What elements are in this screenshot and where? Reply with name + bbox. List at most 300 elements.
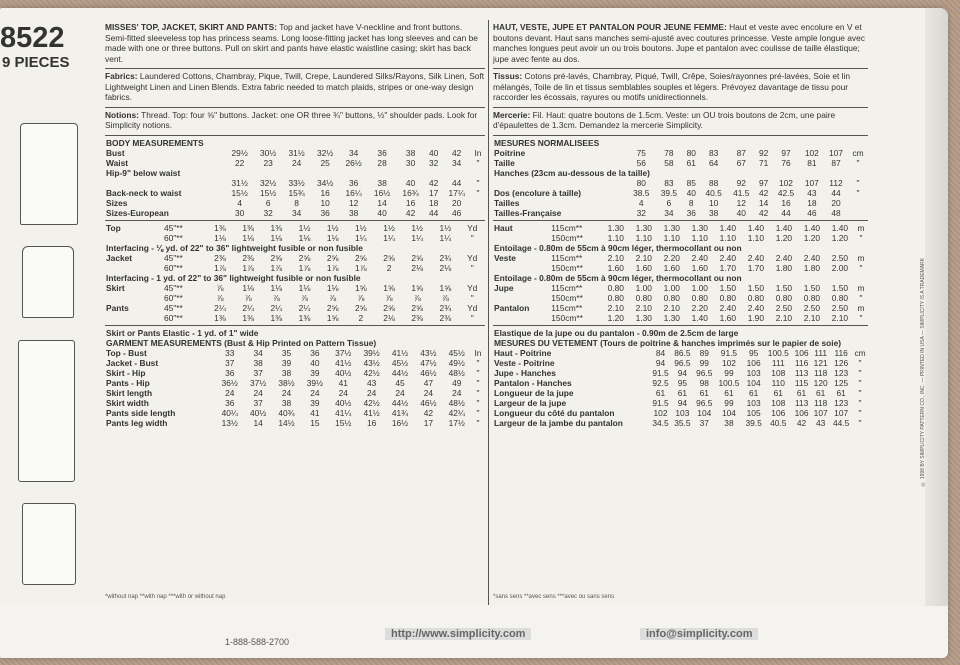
table-cell: 1½ — [383, 222, 395, 233]
table-cell: Yd — [467, 302, 478, 313]
table-cell: 43 — [807, 187, 817, 198]
table-cell: 24 — [395, 387, 405, 398]
table-cell: 0.80 — [719, 292, 736, 303]
table-cell: 12 — [736, 197, 746, 208]
table-cell: 39 — [310, 397, 320, 408]
table-row — [105, 188, 485, 198]
table-cell: Jupe - Hanches — [494, 367, 556, 378]
table-cell: 2.40 — [719, 252, 736, 263]
table-cell: 2.50 — [775, 302, 793, 313]
table-cell: 115cm** — [551, 252, 583, 263]
table-cell: 42¼ — [448, 407, 465, 418]
table-cell: 2.40 — [691, 252, 708, 263]
table-cell: 95 — [677, 377, 688, 388]
table-row — [493, 188, 868, 198]
table-cell: Yd — [467, 222, 478, 233]
garment-row — [105, 378, 485, 388]
table-cell: " — [859, 292, 863, 303]
table-cell: 61 — [686, 157, 696, 168]
elastic-row — [493, 328, 868, 338]
table-cell: 1.50 — [803, 282, 821, 293]
garment-row — [105, 358, 485, 368]
table-cell: 2⅝ — [411, 252, 424, 263]
table-cell: 47½ — [420, 357, 437, 368]
table-cell: " — [858, 417, 862, 428]
table-cell: 2.10 — [635, 252, 652, 263]
table-cell: 2⅝ — [355, 302, 367, 313]
table-cell: 40 — [736, 207, 746, 218]
sizes-row — [105, 198, 485, 208]
garment-row — [493, 398, 868, 408]
garment-row — [493, 408, 868, 418]
table-cell: 2.00 — [831, 262, 849, 273]
yardage-row — [105, 313, 485, 323]
table-cell: 41.5 — [733, 187, 750, 198]
table-cell: cm — [854, 347, 866, 358]
table-cell: 102 — [778, 177, 793, 188]
table-cell: 1.60 — [691, 262, 708, 273]
table-cell: 36 — [348, 177, 359, 188]
table-cell: 1.30 — [607, 222, 624, 233]
table-cell: 6 — [666, 197, 672, 208]
table-cell: 2.10 — [775, 312, 793, 323]
table-cell: 16 — [320, 187, 330, 198]
table-cell: " — [476, 397, 480, 408]
table-cell: 1.10 — [747, 232, 764, 243]
table-cell: 42 — [423, 407, 434, 418]
table-cell: 0.80 — [663, 292, 680, 303]
table-cell: 17¼ — [448, 187, 465, 198]
table-cell: 1⅜ — [242, 222, 254, 233]
table-cell: 1.40 — [831, 222, 849, 233]
interfacing-row — [105, 243, 485, 253]
table-cell: Top - Bust — [106, 347, 147, 358]
table-cell: 100.5 — [718, 377, 740, 388]
table-cell: 91.5 — [652, 367, 669, 378]
table-cell: Taille — [494, 157, 515, 168]
table-cell: 32 — [428, 157, 439, 168]
table-cell: 16 — [781, 197, 791, 208]
table-cell: 43 — [815, 417, 826, 428]
yardage-row — [105, 293, 485, 303]
table-cell: 1⅛ — [242, 282, 254, 293]
yardage-row — [105, 223, 485, 233]
table-cell: 30 — [235, 207, 245, 218]
table-cell: 1¼ — [383, 232, 395, 243]
yardage-row — [493, 303, 868, 313]
column-divider — [488, 20, 489, 605]
table-cell: 48½ — [448, 367, 465, 378]
table-cell: Veste — [494, 252, 516, 263]
table-cell: 37 — [699, 417, 709, 428]
table-cell: 34 — [452, 157, 462, 168]
table-cell: 2⅝ — [270, 252, 283, 263]
table-cell: Largeur de la jambe du pantalon — [494, 417, 623, 428]
table-cell: 17 — [428, 187, 439, 198]
table-cell: 113 — [794, 367, 809, 378]
table-cell: 106 — [746, 357, 761, 368]
table-cell: 96.5 — [696, 367, 713, 378]
table-cell: 84 — [655, 347, 666, 358]
table-cell: 4 — [237, 197, 242, 208]
table-cell: Jupe — [494, 282, 514, 293]
table-cell: 37 — [225, 357, 235, 368]
table-cell: 43½ — [363, 357, 380, 368]
sizes-eu-row — [493, 208, 868, 218]
table-cell: 46½ — [420, 367, 437, 378]
table-cell: 15 — [310, 417, 320, 428]
table-cell: 43 — [366, 377, 377, 388]
table-cell: Largeur de la jupe — [494, 397, 567, 408]
table-cell: 40½ — [335, 367, 352, 378]
table-cell: 121 — [813, 357, 828, 368]
table-cell: 39 — [310, 367, 320, 378]
table-cell: 24 — [291, 157, 302, 168]
table-cell — [105, 293, 163, 303]
table-cell: 43½ — [420, 347, 437, 358]
table-cell: 39.5 — [660, 187, 678, 198]
table-cell: 92 — [758, 147, 769, 158]
table-cell: Jacket - Bust — [106, 357, 159, 368]
table-cell: ⅞ — [329, 292, 337, 303]
table-cell: 38 — [281, 397, 292, 408]
table-cell: 14½ — [278, 417, 295, 428]
table-cell: ⅞ — [272, 292, 280, 303]
table-cell: 40.5 — [705, 187, 722, 198]
table-cell: 14 — [377, 197, 387, 208]
table-cell: Pants - Hip — [106, 377, 150, 388]
table-cell: 46½ — [420, 397, 437, 408]
table-cell: 34 — [348, 147, 359, 158]
table-cell: 115cm** — [551, 282, 583, 293]
table-cell: 1⅛ — [270, 282, 283, 293]
table-cell: 60"** — [163, 262, 183, 273]
table-cell: 76 — [781, 157, 791, 168]
table-cell: 2⅛ — [439, 262, 452, 273]
table-cell: 49½ — [448, 357, 465, 368]
table-cell: 60"** — [163, 292, 183, 303]
yardage-row — [105, 253, 485, 263]
table-cell: 39 — [281, 357, 292, 368]
table-cell: 110 — [771, 377, 785, 388]
table-cell: 15½ — [259, 187, 277, 198]
table-cell: 61 — [836, 387, 846, 398]
table-cell: " — [476, 417, 480, 428]
table-cell: 103 — [746, 367, 761, 378]
table-cell: 34 — [291, 207, 302, 218]
table-cell: 42 — [758, 207, 769, 218]
table-cell: 1⅛ — [326, 282, 339, 293]
table-cell: 2¼ — [270, 302, 283, 313]
table-cell: 102 — [804, 147, 819, 158]
garment-measurements-en — [105, 328, 485, 428]
table-cell: 2.10 — [831, 312, 849, 323]
table-cell: 28 — [377, 157, 387, 168]
sizes-eu-row — [105, 208, 485, 218]
table-cell: 61 — [699, 387, 709, 398]
table-cell: 31½ — [288, 147, 305, 158]
table-cell: 2⅝ — [411, 302, 424, 313]
table-cell: 99 — [699, 357, 709, 368]
table-cell: 23 — [263, 157, 273, 168]
yardage-row — [493, 223, 868, 233]
table-cell: 75 — [636, 147, 646, 158]
table-cell: 15¾ — [288, 187, 305, 198]
table-cell: 104 — [697, 407, 712, 418]
table-cell: 0.80 — [775, 292, 793, 303]
table-row — [493, 168, 868, 178]
table-cell: 92 — [736, 177, 746, 188]
table-cell: 150cm** — [551, 292, 583, 303]
table-cell: 112 — [829, 177, 843, 188]
garment-row — [105, 418, 485, 428]
table-cell: Waist — [106, 157, 129, 168]
footnotes-fr: *sans sens **avec sens ***avec ou sans sens — [493, 594, 615, 600]
table-cell: 24 — [225, 387, 235, 398]
table-cell: 108 — [771, 367, 786, 378]
table-cell: Tailles — [494, 197, 520, 208]
table-cell: 34½ — [316, 177, 334, 188]
fabrics-en: Fabrics: Laundered Cottons, Chambray, Pique, Twill, Crepe, Laundered Silks/Rayons, Silk Linen, Soft Lightweight Linen and Linen Blends. Extra fabric needed to match plaids, stripes or one-way design fabrics. — [105, 71, 485, 102]
table-cell: 2.50 — [831, 302, 849, 313]
table-cell: Pantalon — [494, 302, 530, 313]
table-cell: 42 — [452, 147, 462, 158]
table-cell: 1⅝ — [439, 282, 452, 293]
table-cell: " — [476, 387, 480, 398]
table-cell: 97 — [781, 147, 791, 158]
table-cell: 105 — [746, 407, 761, 418]
table-cell: 32½ — [316, 147, 334, 158]
table-cell: Entoilage - 0.80m de 55cm à 90cm léger, thermocollant ou non — [494, 272, 742, 283]
table-cell: " — [858, 367, 862, 378]
table-cell: 85 — [686, 177, 696, 188]
table-cell — [848, 208, 868, 218]
table-cell: 2⅝ — [355, 252, 367, 263]
table-cell: 1.20 — [831, 232, 849, 243]
table-cell: 2.50 — [803, 302, 821, 313]
table-cell: ⅞ — [441, 292, 449, 303]
table-cell: " — [470, 262, 474, 273]
table-cell: 2⅜ — [439, 312, 452, 323]
table-cell: 42 — [796, 417, 807, 428]
garment-row — [493, 378, 868, 388]
section-title — [105, 338, 485, 348]
table-cell: 2 — [386, 262, 392, 273]
table-cell: 49 — [452, 377, 462, 388]
garment-measurements-fr — [493, 328, 868, 428]
table-cell: MESURES NORMALISEES — [494, 137, 600, 148]
table-cell: 26½ — [345, 157, 362, 168]
table-cell: 16½ — [373, 187, 391, 198]
table-cell: 1⅛ — [298, 282, 311, 293]
table-cell: 1.60 — [607, 262, 624, 273]
table-cell: " — [476, 357, 480, 368]
sketch-jacket — [20, 123, 78, 225]
table-cell: 67 — [736, 157, 746, 168]
table-cell: 87 — [736, 147, 746, 158]
table-cell: 44.5 — [832, 417, 850, 428]
table-cell: 1.00 — [663, 282, 680, 293]
table-cell: 1½ — [411, 222, 424, 233]
copyright-text: © 1998 BY SIMPLICITY PATTERN CO., INC. — PRINTED IN USA — SIMPLICITY IS A TRADEMARK — [920, 258, 926, 487]
table-cell: 64 — [708, 157, 719, 168]
yardage-row — [493, 253, 868, 263]
table-cell: 2⅜ — [411, 312, 424, 323]
table-cell: 115cm** — [551, 222, 583, 233]
table-cell: 60"** — [163, 232, 183, 243]
table-cell: Jacket — [106, 252, 133, 263]
interfacing-row — [493, 273, 868, 283]
table-cell: 29½ — [231, 147, 248, 158]
body-measurements-en — [105, 138, 485, 218]
table-cell: 46 — [452, 207, 462, 218]
sketch-top — [22, 246, 74, 318]
table-row — [105, 158, 485, 168]
table-cell: 38½ — [278, 377, 295, 388]
table-cell: 1.80 — [803, 262, 821, 273]
table-cell: 37 — [253, 367, 263, 378]
table-cell: 42½ — [363, 397, 380, 408]
table-cell: 2⅝ — [326, 252, 339, 263]
table-cell: 116 — [794, 357, 809, 368]
table-cell: ⅞ — [357, 292, 365, 303]
table-cell: 115 — [794, 377, 809, 388]
table-cell: 107 — [834, 407, 849, 418]
table-cell: 2¼ — [242, 302, 254, 313]
table-cell: 1.10 — [719, 232, 736, 243]
table-cell: 150cm** — [551, 262, 583, 273]
table-cell: 39½ — [363, 347, 380, 358]
table-cell: 37½ — [335, 347, 352, 358]
garment-row — [493, 368, 868, 378]
table-cell: 42.5 — [777, 187, 795, 198]
yardage-row — [493, 233, 868, 243]
table-cell: 2.40 — [719, 302, 736, 313]
table-cell: m — [857, 222, 865, 233]
table-cell: 96.5 — [696, 397, 713, 408]
table-cell: 0.80 — [607, 292, 624, 303]
table-cell: 37 — [253, 397, 263, 408]
table-cell: 33½ — [288, 177, 305, 188]
table-cell: 125 — [834, 377, 849, 388]
table-cell: 45"** — [163, 302, 183, 313]
table-cell: 87 — [831, 157, 841, 168]
table-cell: 126 — [834, 357, 849, 368]
table-cell: 38 — [348, 207, 359, 218]
table-cell: 0.80 — [635, 292, 652, 303]
description-en: MISSES' TOP, JACKET, SKIRT AND PANTS: Top and jacket have V-neckline and front buttons. Semi-fitted sleeveless top has princess seams. Long loose-fitting jacket has long sleeves and can be made with one or three buttons. Pull on skirt and pants have elastic waistline casing; skirt has back vent. — [105, 22, 478, 64]
table-cell: 83 — [664, 177, 674, 188]
table-cell: 20 — [831, 197, 841, 208]
email-link[interactable]: info@simplicity.com — [640, 628, 758, 640]
section-title — [493, 338, 868, 348]
table-cell: 91.5 — [652, 397, 669, 408]
table-cell: 41½ — [363, 407, 380, 418]
table-cell: 2.50 — [831, 252, 849, 263]
table-cell: 0.80 — [747, 292, 764, 303]
table-cell: 20 — [452, 197, 462, 208]
table-cell: 17½ — [448, 417, 465, 428]
garment-row — [105, 388, 485, 398]
table-cell: 1⅝ — [411, 282, 424, 293]
table-cell: 1.70 — [747, 262, 764, 273]
table-cell: 1⅜ — [214, 312, 226, 323]
table-cell: 33 — [225, 347, 235, 358]
table-cell: 120 — [813, 377, 828, 388]
table-cell: Interfacing - 1 yd. of 22" to 36" lightweight fusible or non fusible — [106, 272, 361, 283]
table-cell: 1.40 — [747, 222, 764, 233]
table-cell: 40¾ — [278, 407, 295, 418]
table-cell: Hanches (23cm au-dessous de la taille) — [494, 167, 650, 178]
table-cell: ⅞ — [413, 292, 421, 303]
table-cell: 102 — [721, 357, 736, 368]
table-cell: 61 — [815, 387, 826, 398]
table-cell: 6 — [265, 197, 271, 208]
table-cell: 1¼ — [439, 232, 452, 243]
pattern-pieces: 9 PIECES — [2, 54, 70, 71]
table-cell: 1.00 — [691, 282, 708, 293]
table-cell: 15½ — [335, 417, 352, 428]
table-cell: " — [858, 407, 862, 418]
table-cell: " — [858, 397, 862, 408]
table-cell: 44 — [831, 187, 841, 198]
table-cell: 1.30 — [635, 222, 652, 233]
table-cell: 13½ — [221, 417, 238, 428]
table-cell — [471, 198, 485, 208]
table-cell: 1⅞ — [298, 262, 311, 273]
table-cell: Entoilage - 0.80m de 55cm à 90cm léger, thermocollant ou non — [494, 242, 742, 253]
table-cell: Longueur de la jupe — [494, 387, 574, 398]
website-link[interactable]: http://www.simplicity.com — [385, 628, 531, 640]
table-cell: 118 — [813, 397, 828, 408]
table-cell: 95 — [748, 347, 759, 358]
table-cell: 38 — [281, 367, 292, 378]
table-cell: 45½ — [391, 357, 409, 368]
table-cell: " — [476, 157, 480, 168]
table-cell — [493, 263, 550, 273]
yardage-row — [105, 303, 485, 313]
table-cell: 1.30 — [635, 312, 652, 323]
table-cell: 40 — [377, 207, 387, 218]
table-cell: 0.80 — [691, 292, 708, 303]
table-cell: 94 — [677, 367, 688, 378]
table-cell: 2⅝ — [298, 252, 311, 263]
notions-en: Notions: Thread. Top: four ⅝" buttons. Jacket: one OR three ¾" buttons, ½" shoulder pads. Look for Simplicity notions. — [105, 109, 478, 130]
table-cell: 1.50 — [831, 282, 849, 293]
english-column — [105, 22, 485, 428]
table-cell: " — [476, 377, 480, 388]
table-cell: 24 — [281, 387, 292, 398]
table-cell: 81 — [807, 157, 817, 168]
table-cell: m — [857, 302, 865, 313]
table-cell: 2.10 — [607, 302, 624, 313]
table-cell: 16 — [366, 417, 377, 428]
table-cell: Veste - Poitrine — [494, 357, 555, 368]
table-cell: 40½ — [335, 397, 352, 408]
table-cell: 107 — [828, 147, 843, 158]
table-cell: Tailles-Française — [494, 207, 562, 218]
table-cell: 99 — [724, 367, 734, 378]
table-cell: Sizes — [106, 197, 128, 208]
table-cell: 30 — [405, 157, 416, 168]
table-cell: 16½ — [391, 417, 409, 428]
table-cell: 118 — [813, 367, 828, 378]
table-cell: 1.20 — [803, 232, 821, 243]
table-cell: Longueur du côté du pantalon — [494, 407, 615, 418]
table-cell: 1.40 — [719, 222, 736, 233]
table-cell: 2.10 — [803, 312, 821, 323]
table-row — [105, 168, 485, 178]
